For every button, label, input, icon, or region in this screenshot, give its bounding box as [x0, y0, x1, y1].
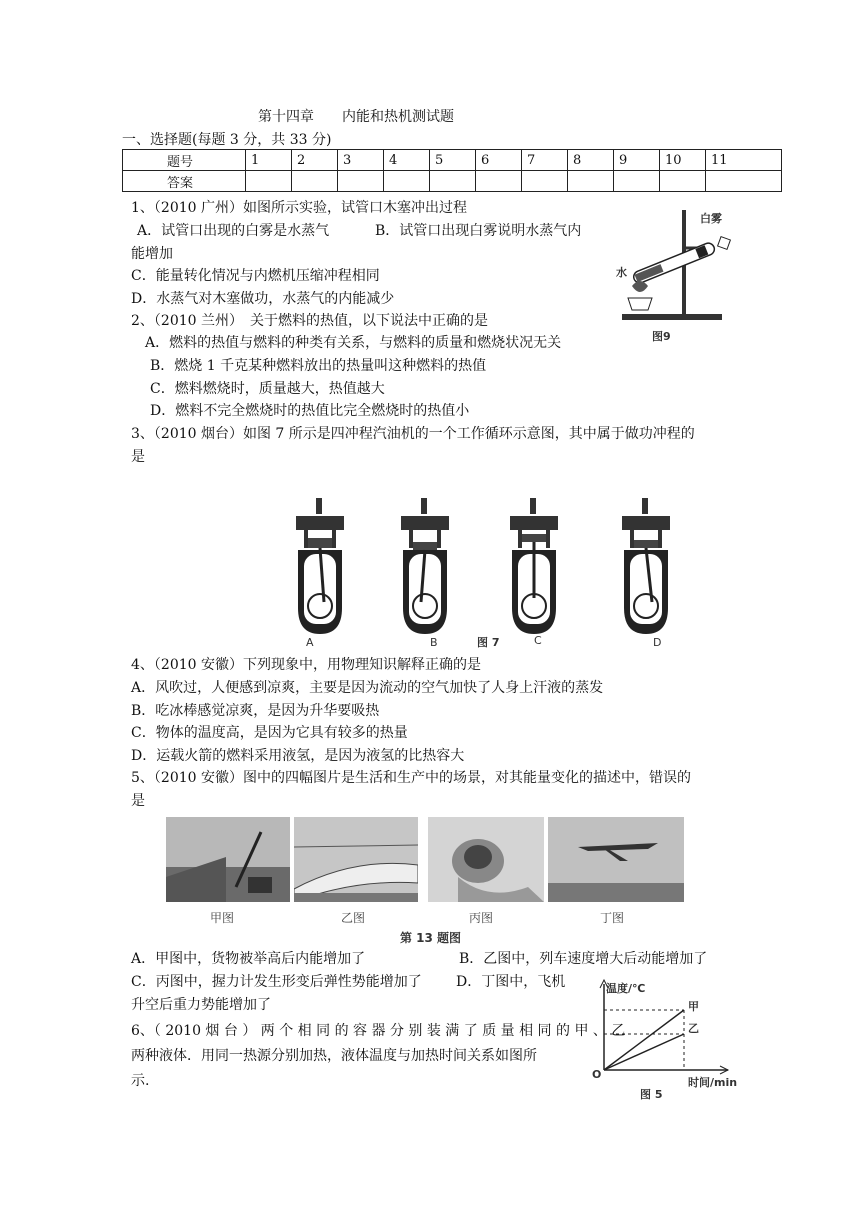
table-row: [123, 150, 782, 171]
q5-option-a: A．甲图中，货物被举高后内能增加了: [131, 951, 366, 967]
q4-option-a: A．风吹过，人便感到凉爽，主要是因为流动的空气加快了人身上汗液的蒸发: [131, 680, 604, 696]
lamp-icon: [628, 298, 652, 310]
series-yi-label: 乙: [688, 1022, 699, 1035]
photo-train: [294, 817, 418, 902]
q1-option-b-cont: 能增加: [131, 246, 173, 262]
figure-13-caption: 第 13 题图: [400, 931, 462, 945]
q1-option-d: D．水蒸气对木塞做功，水蒸气的内能减少: [131, 291, 395, 307]
q1-option-a: A．试管口出现的白雾是水蒸气: [137, 223, 330, 239]
q1-option-b: B．试管口出现白雾说明水蒸气内: [375, 223, 582, 239]
table-cell: 11: [706, 150, 782, 171]
answer-cell[interactable]: [476, 171, 522, 192]
table-cell: 2: [292, 150, 338, 171]
table-cell: 5: [430, 150, 476, 171]
question-4-stem: 4、（2010 安徽）下列现象中，用物理知识解释正确的是: [131, 657, 481, 673]
figure-7-caption: 图 7: [477, 636, 500, 649]
engine-label-a: A: [306, 636, 314, 649]
section-heading: 一、选择题(每题 3 分，共 33 分): [122, 132, 332, 148]
question-3-stem: 3、（2010 烟台）如图 7 所示是四冲程汽油机的一个工作循环示意图，其中属于做功冲程的: [131, 426, 695, 442]
table-header-cell: 题号: [123, 150, 246, 171]
question-6-line-3: 示.: [131, 1073, 150, 1089]
q5-option-b: B．乙图中，列车速度增大后动能增加了: [459, 951, 708, 967]
q4-option-c: C．物体的温度高，是因为它具有较多的热量: [131, 725, 408, 741]
photo-airplane: [548, 817, 684, 902]
figure-7-engines: [280, 498, 700, 650]
table-header-cell: 答案: [123, 171, 246, 192]
table-cell: 6: [476, 150, 522, 171]
answer-cell[interactable]: [706, 171, 782, 192]
answer-cell[interactable]: [430, 171, 476, 192]
stand-base: [622, 314, 722, 320]
table-cell: 3: [338, 150, 384, 171]
q2-option-c: C．燃料燃烧时，质量越大，热值越大: [150, 381, 385, 397]
q5-option-d: D．丁图中，飞机: [456, 974, 566, 990]
answer-table: [122, 149, 782, 192]
question-3-stem-cont: 是: [131, 449, 145, 465]
figure-5-graph: [588, 974, 738, 1104]
q4-option-b: B．吃冰棒感觉凉爽，是因为升华要吸热: [131, 703, 380, 719]
label-mist: 白雾: [700, 212, 722, 225]
q5-option-d-cont: 升空后重力势能增加了: [131, 997, 271, 1013]
series-jia-label: 甲: [688, 1000, 699, 1013]
photo-grip-meter: [428, 817, 544, 902]
answer-cell[interactable]: [660, 171, 706, 192]
engine-d-icon: [622, 498, 670, 634]
label-water: 水: [616, 266, 627, 279]
q2-option-d: D．燃料不完全燃烧时的热值比完全燃烧时的热值小: [150, 403, 470, 419]
photo-crane: [166, 817, 290, 902]
table-cell: 9: [614, 150, 660, 171]
answer-cell[interactable]: [292, 171, 338, 192]
q5-option-c: C．丙图中，握力计发生形变后弹性势能增加了: [131, 974, 422, 990]
question-1-stem: 1、（2010 广州）如图所示实验，试管口木塞冲出过程: [131, 200, 467, 216]
photo-label-yi: 乙图: [341, 911, 366, 925]
question-5-stem: 5、（2010 安徽）图中的四幅图片是生活和生产中的场景，对其能量变化的描述中，错误的: [131, 770, 691, 786]
engine-label-c: C: [534, 634, 542, 647]
graph-x-label: 时间/min: [688, 1076, 738, 1089]
test-tube-icon: [632, 241, 716, 284]
cork-icon: [718, 237, 731, 250]
question-6-line-1: 6、（ 2010 烟 台 ） 两 个 相 同 的 容 器 分 别 装 满 了 质 量 相 同 的 甲 、 乙: [131, 1023, 626, 1039]
photo-label-ding: 丁图: [600, 911, 625, 925]
graph-y-label: 温度/℃: [606, 982, 646, 995]
question-6-line-2: 两种液体．用同一热源分别加热，液体温度与加热时间关系如图所: [131, 1048, 537, 1064]
question-2-stem: 2、（2010 兰州） 关于燃料的热值，以下说法中正确的是: [131, 313, 488, 329]
figure-9-apparatus: [612, 206, 746, 346]
answer-cell[interactable]: [246, 171, 292, 192]
page-title: 第十四章 内能和热机测试题: [258, 109, 454, 125]
figure-9-caption: 图9: [652, 330, 671, 343]
q2-option-a: A．燃料的热值与燃料的种类有关系，与燃料的质量和燃烧状况无关: [145, 335, 562, 351]
table-cell: 7: [522, 150, 568, 171]
engine-label-d: D: [653, 636, 662, 649]
answer-cell[interactable]: [614, 171, 660, 192]
table-cell: 1: [246, 150, 292, 171]
q4-option-d: D．运载火箭的燃料采用液氢，是因为液氢的比热容大: [131, 748, 465, 764]
table-cell: 10: [660, 150, 706, 171]
figure-5-caption: 图 5: [640, 1088, 663, 1101]
photo-label-jia: 甲图: [210, 911, 235, 925]
q1-option-c: C．能量转化情况与内燃机压缩冲程相同: [131, 268, 380, 284]
question-5-stem-cont: 是: [131, 793, 145, 809]
answer-cell[interactable]: [338, 171, 384, 192]
engine-a-icon: [296, 498, 344, 634]
engine-label-b: B: [430, 636, 438, 649]
answer-cell[interactable]: [384, 171, 430, 192]
q2-option-b: B．燃烧 1 千克某种燃料放出的热量叫这种燃料的热值: [150, 358, 487, 374]
photo-label-bing: 丙图: [469, 911, 494, 925]
table-row: [123, 171, 782, 192]
flame-icon: [632, 281, 648, 292]
answer-cell[interactable]: [522, 171, 568, 192]
engine-c-icon: [510, 498, 558, 634]
table-cell: 8: [568, 150, 614, 171]
graph-origin-label: O: [592, 1068, 602, 1081]
table-cell: 4: [384, 150, 430, 171]
answer-cell[interactable]: [568, 171, 614, 192]
engine-b-icon: [401, 498, 449, 634]
